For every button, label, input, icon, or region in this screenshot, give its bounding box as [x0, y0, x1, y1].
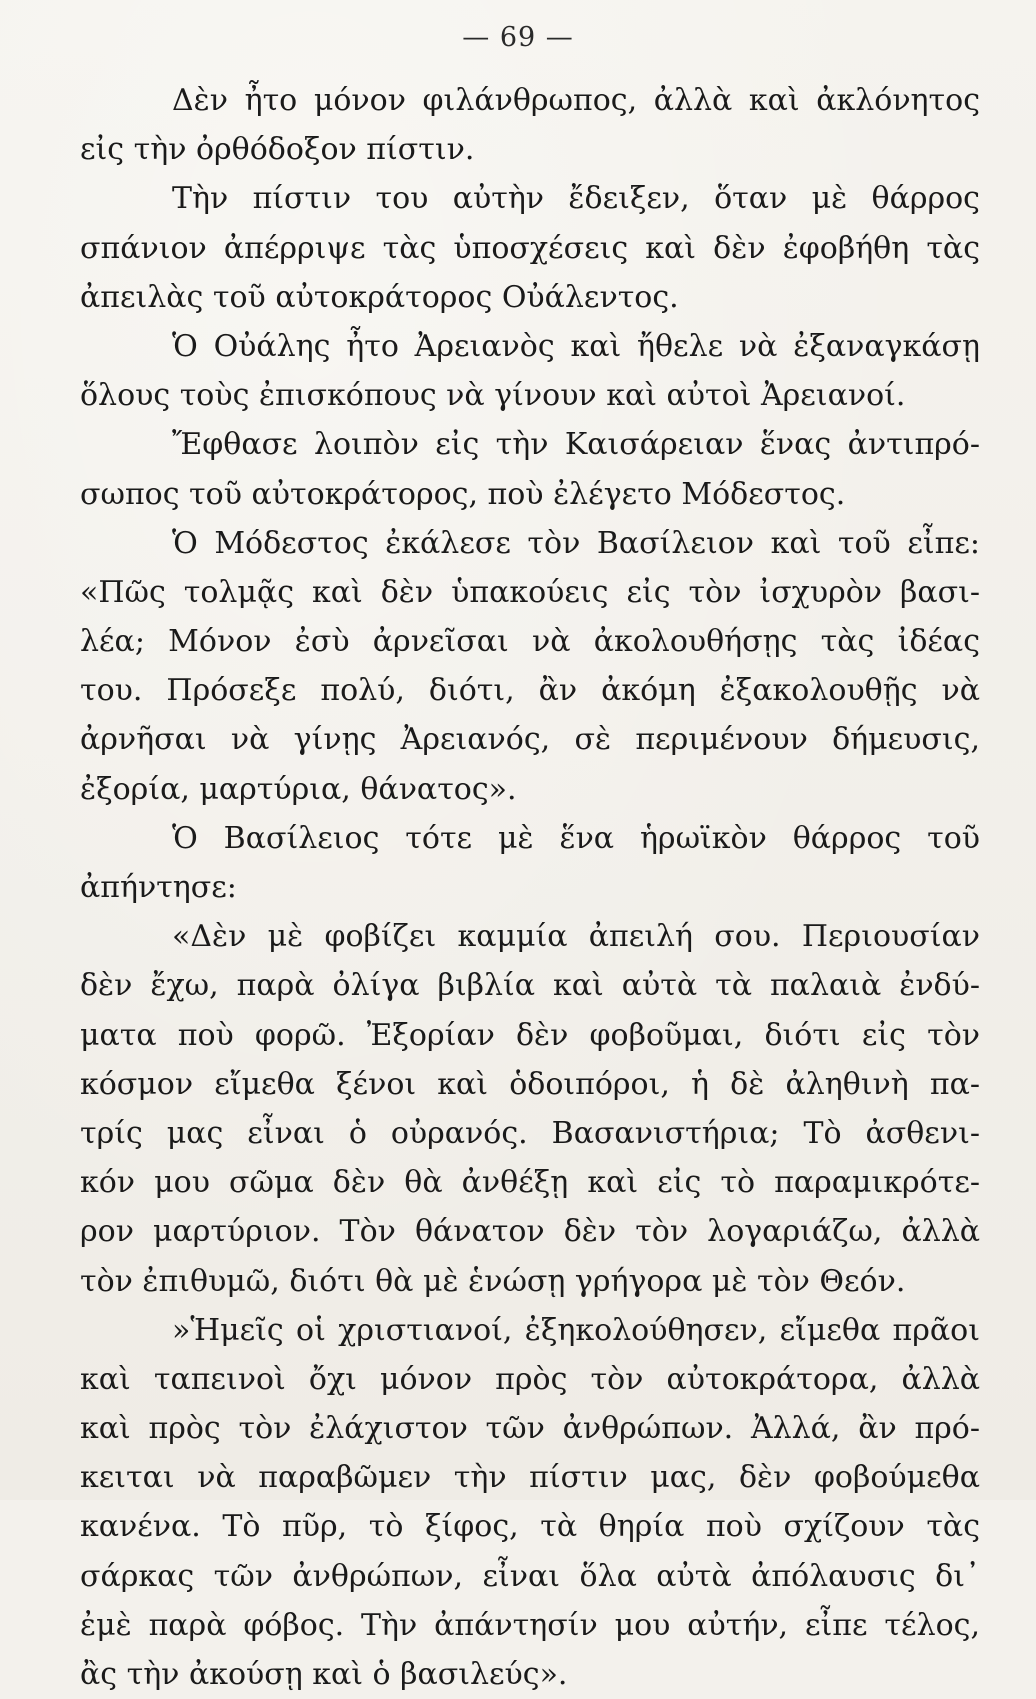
- text-line: «Πῶς τολμᾷς καὶ δὲν ὑπακούεις εἰς τὸν ἰσχυρὸν βασι-: [80, 574, 980, 610]
- text-line: σάρκας τῶν ἀνθρώπων, εἶναι ὅλα αὐτὰ ἀπόλαυσις δι᾽: [80, 1558, 980, 1594]
- text-line: Ἔφθασε λοιπὸν εἰς τὴν Καισάρειαν ἕνας ἀντιπρό-: [172, 427, 980, 463]
- text-line: ἂς τὴν ἀκούσῃ καὶ ὁ βασιλεύς».: [80, 1657, 568, 1692]
- text-line: Ὁ Βασίλειος τότε μὲ ἕνα ἡρωϊκὸν θάρρος τοῦ: [172, 820, 980, 856]
- text-line: ἀπήντησε:: [80, 870, 237, 905]
- text-line: τὸν ἐπιθυμῶ, διότι θὰ μὲ ἑνώσῃ γρήγορα μὲ τὸν Θεόν.: [80, 1263, 906, 1299]
- text-line: του. Πρόσεξε πολύ, διότι, ἂν ἀκόμη ἐξακολουθῇς νὰ: [80, 673, 980, 709]
- text-line: καὶ ταπεινοὶ ὄχι μόνον πρὸς τὸν αὐτοκράτορα, ἀλλὰ: [80, 1361, 980, 1397]
- text-line: κόσμον εἴμεθα ξένοι καὶ ὁδοιπόροι, ἡ δὲ ἀληθινὴ πα-: [80, 1066, 980, 1102]
- text-line: κειται νὰ παραβῶμεν τὴν πίστιν μας, δὲν φοβούμεθα: [80, 1460, 980, 1496]
- text-line: ἐμὲ παρὰ φόβος. Τὴν ἀπάντησίν μου αὐτήν, εἶπε τέλος,: [80, 1607, 980, 1643]
- page-number: — 69 —: [462, 22, 574, 53]
- body-text: [80, 76, 980, 1699]
- text-line: ἀρνῆσαι νὰ γίνῃς Ἀρειανός, σὲ περιμένουν δήμευσις,: [80, 722, 980, 758]
- text-line: τρίς μας εἶναι ὁ οὐρανός. Βασανιστήρια; Τὸ ἀσθενι-: [80, 1115, 980, 1151]
- text-line: σπάνιον ἀπέρριψε τὰς ὑποσχέσεις καὶ δὲν ἐφοβήθη τὰς: [80, 230, 980, 266]
- text-line: ρον μαρτύριον. Τὸν θάνατον δὲν τὸν λογαριάζω, ἀλλὰ: [80, 1214, 980, 1250]
- text-line: »Ἡμεῖς οἱ χριστιανοί, ἐξηκολούθησεν, εἴμεθα πρᾶοι: [172, 1312, 980, 1348]
- text-line: ἐξορία, μαρτύρια, θάνατος».: [80, 771, 517, 807]
- text-line: Τὴν πίστιν του αὐτὴν ἔδειξεν, ὅταν μὲ θάρρος: [172, 181, 980, 217]
- text-line: σωπος τοῦ αὐτοκράτορος, ποὺ ἐλέγετο Μόδεστος.: [80, 476, 846, 512]
- text-line: Δὲν ἦτο μόνον φιλάνθρωπος, ἀλλὰ καὶ ἀκλόνητος: [172, 83, 980, 118]
- text-line: ὅλους τοὺς ἐπισκόπους νὰ γίνουν καὶ αὐτοὶ Ἀρειανοί.: [80, 378, 906, 414]
- text-line: κόν μου σῶμα δὲν θὰ ἀνθέξῃ καὶ εἰς τὸ παραμικρότε-: [80, 1165, 980, 1201]
- text-line: ἀπειλὰς τοῦ αὐτοκράτορος Οὐάλεντος.: [80, 279, 679, 315]
- text-line: Ὁ Οὐάλης ἦτο Ἀρειανὸς καὶ ἤθελε νὰ ἐξαναγκάσῃ: [172, 328, 980, 364]
- text-line: λέα; Μόνον ἐσὺ ἀρνεῖσαι νὰ ἀκολουθήσῃς τὰς ἰδέας: [80, 624, 980, 660]
- text-line: ματα ποὺ φορῶ. Ἐξορίαν δὲν φοβοῦμαι, διότι εἰς τὸν: [80, 1017, 980, 1053]
- text-line: δὲν ἔχω, παρὰ ὀλίγα βιβλία καὶ αὐτὰ τὰ παλαιὰ ἐνδύ-: [80, 968, 980, 1004]
- text-line: εἰς τὴν ὀρθόδοξον πίστιν.: [80, 132, 475, 168]
- text-line: «Δὲν μὲ φοβίζει καμμία ἀπειλή σου. Περιουσίαν: [172, 919, 980, 955]
- text-line: κανένα. Τὸ πῦρ, τὸ ξίφος, τὰ θηρία ποὺ σχίζουν τὰς: [80, 1509, 980, 1545]
- text-line: Ὁ Μόδεστος ἐκάλεσε τὸν Βασίλειον καὶ τοῦ εἶπε:: [172, 525, 980, 561]
- text-line: καὶ πρὸς τὸν ἐλάχιστον τῶν ἀνθρώπων. Ἀλλά, ἂν πρό-: [80, 1411, 980, 1447]
